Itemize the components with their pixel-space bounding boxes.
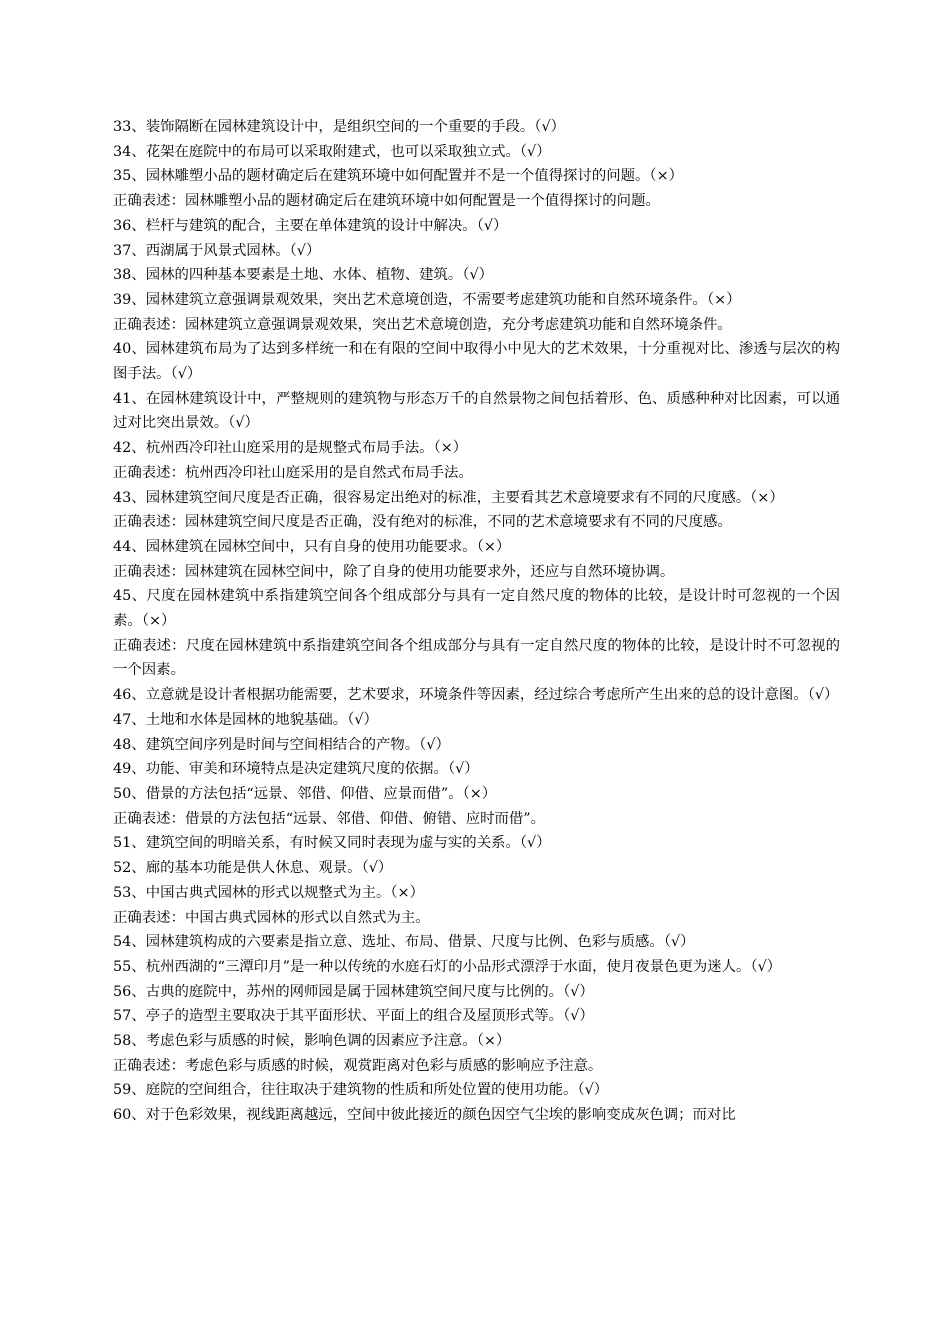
- statement-56: 56、古典的庭院中，苏州的网师园是属于园林建筑空间尺度与比例的。（√）: [113, 983, 594, 1000]
- statement-33: 33、装饰隔断在园林建筑设计中，是组织空间的一个重要的手段。（√）: [113, 119, 566, 135]
- statement-57: 57、亭子的造型主要取决于其平面形状、平面上的组合及屋顶形式等。（√）: [113, 1008, 594, 1025]
- statement-59: 59、庭院的空间组合，往往取决于建筑物的性质和所处位置的使用功能。（√）: [113, 1082, 609, 1099]
- statement-43: 43、园林建筑空间尺度是否正确，很容易定出绝对的标准，主要看其艺术意境要求有不同的尺度感。（×）: [113, 489, 784, 506]
- statement-53: 53、中国古典式园林的形式以规整式为主。（×）: [113, 884, 424, 901]
- statement-60: 60、对于色彩效果，视线距离越远，空间中彼此接近的颜色因空气尘埃的影响变成灰色调；而对比: [113, 1107, 736, 1124]
- statement-36: 36、栏杆与建筑的配合，主要在单体建筑的设计中解决。（√）: [113, 217, 508, 234]
- statement-58: 58、考虑色彩与质感的时候，影响色调的因素应予注意。（×）: [113, 1033, 511, 1050]
- statement-44: 44、园林建筑在园林空间中，只有自身的使用功能要求。（×）: [113, 538, 511, 555]
- statement-34: 34、花架在庭院中的布局可以采取附建式，也可以采取独立式。（√）: [113, 143, 551, 160]
- document-page: [113, 115, 840, 1128]
- statement-48: 48、建筑空间序列是时间与空间相结合的产物。（√）: [113, 736, 450, 753]
- correction-42: 正确表述：杭州西冷印社山庭采用的是自然式布局手法。: [113, 464, 473, 481]
- statement-38: 38、园林的四种基本要素是土地、水体、植物、建筑。（√）: [113, 267, 494, 284]
- statement-55: 55、杭州西湖的“三潭印月”是一种以传统的水庭石灯的小品形式漂浮于水面，使月夜景色更为迷人。（√）: [113, 958, 782, 975]
- correction-44: 正确表述：园林建筑在园林空间中，除了自身的使用功能要求外，还应与自然环境协调。: [113, 563, 675, 580]
- statement-46: 46、立意就是设计者根据功能需要，艺术要求，环境条件等因素，经过综合考虑所产生出来的总的设计意图。（√）: [113, 687, 839, 704]
- statement-35: 35、园林雕塑小品的题材确定后在建筑环境中如何配置并不是一个值得探讨的问题。（×）: [113, 168, 684, 185]
- correction-45: 正确表述：尺度在园林建筑中系指建筑空间各个组成部分与具有一定自然尺度的物体的比较，是设计时不可忽视的一个因素。: [113, 637, 840, 679]
- correction-39: 正确表述：园林建筑立意强调景观效果，突出艺术意境创造，充分考虑建筑功能和自然环境条件。: [113, 316, 732, 333]
- statement-52: 52、廊的基本功能是供人休息、观景。（√）: [113, 860, 393, 877]
- statement-51: 51、建筑空间的明暗关系，有时候又同时表现为虚与实的关系。（√）: [113, 835, 551, 852]
- correction-53: 正确表述：中国古典式园林的形式以自然式为主。: [113, 909, 430, 926]
- statement-54: 54、园林建筑构成的六要素是指立意、选址、布局、借景、尺度与比例、色彩与质感。（√）: [113, 934, 695, 951]
- statement-50: 50、借景的方法包括“远景、邻借、仰借、应景而借”。（×）: [113, 785, 497, 802]
- statement-49: 49、功能、审美和环境特点是决定建筑尺度的依据。（√）: [113, 761, 479, 778]
- statement-40: 40、园林建筑布局为了达到多样统一和在有限的空间中取得小中见大的艺术效果，十分重视对比、渗透与层次的构图手法。（√）: [113, 341, 840, 383]
- statement-45: 45、尺度在园林建筑中系指建筑空间各个组成部分与具有一定自然尺度的物体的比较，是设计时可忽视的一个因素。（×）: [113, 588, 840, 630]
- correction-35: 正确表述：园林雕塑小品的题材确定后在建筑环境中如何配置是一个值得探讨的问题。: [113, 193, 660, 210]
- statement-47: 47、土地和水体是园林的地貌基础。（√）: [113, 711, 378, 728]
- statement-41: 41、在园林建筑设计中，严整规则的建筑物与形态万千的自然景物之间包括着形、色、质感种种对比因素，可以通过对比突出景效。（√）: [113, 390, 840, 432]
- correction-50: 正确表述：借景的方法包括“远景、邻借、仰借、俯错、应时而借”。: [113, 810, 546, 827]
- statement-42: 42、杭州西冷印社山庭采用的是规整式布局手法。（×）: [113, 440, 468, 457]
- statement-37: 37、西湖属于风景式园林。（√）: [113, 242, 321, 259]
- correction-58: 正确表述：考虑色彩与质感的时候，观赏距离对色彩与质感的影响应予注意。: [113, 1057, 603, 1074]
- correction-43: 正确表述：园林建筑空间尺度是否正确，没有绝对的标准，不同的艺术意境要求有不同的尺度感。: [113, 514, 732, 531]
- statement-39: 39、园林建筑立意强调景观效果，突出艺术意境创造，不需要考虑建筑功能和自然环境条件。（×）: [113, 291, 741, 308]
